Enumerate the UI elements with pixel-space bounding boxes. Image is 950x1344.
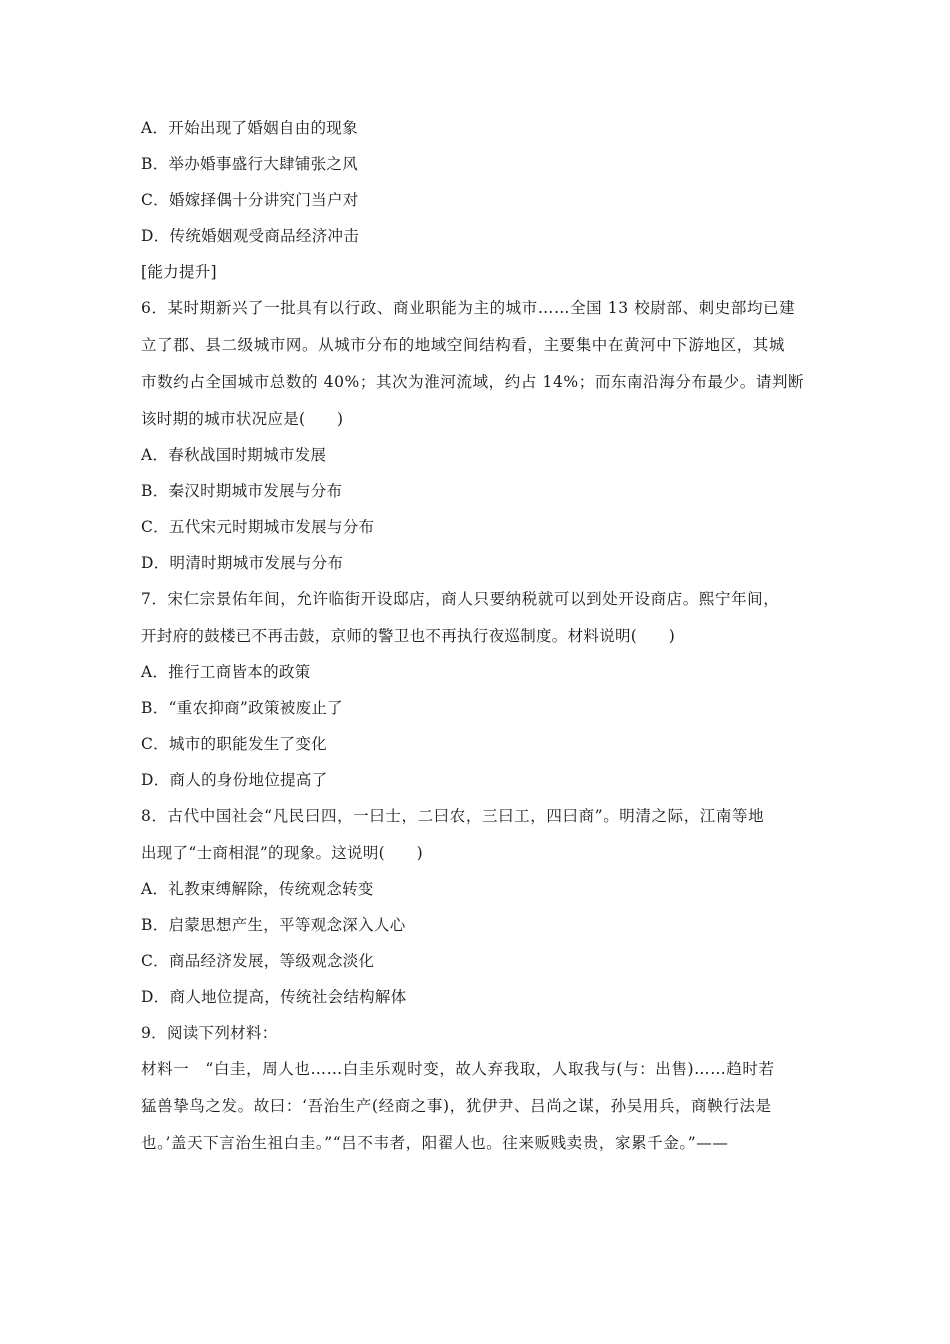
q9-material-line: 猛兽挚鸟之发。故曰：‘吾治生产(经商之事)，犹伊尹、吕尚之谋，孙吴用兵，商鞅行法是 [141,1097,772,1115]
q6-option-c: C．五代宋元时期城市发展与分布 [141,518,375,536]
q7-stem-line: 开封府的鼓楼已不再击鼓，京师的警卫也不再执行夜巡制度。材料说明( ) [141,627,676,645]
q5-option-d: D．传统婚姻观受商品经济冲击 [141,227,360,245]
question-8 [141,806,817,1007]
question-9 [141,1023,817,1153]
q6-stem-line: 6．某时期新兴了一批具有以行政、商业职能为主的城市……全国 13 校尉部、刺史部均已建 [141,299,796,317]
q7-option-b: B．“重农抑商”政策被废止了 [141,699,343,717]
q9-material-line: 材料一 “白圭，周人也……白圭乐观时变，故人弃我取，人取我与(与：出售)……趋时若 [141,1060,775,1078]
q5-option-c: C．婚嫁择偶十分讲究门当户对 [141,191,359,209]
q8-option-a: A．礼教束缚解除，传统观念转变 [141,880,374,898]
q6-option-a: A．春秋战国时期城市发展 [141,446,327,464]
q7-option-c: C．城市的职能发生了变化 [141,735,327,753]
document-page [141,118,817,1170]
q6-stem-line: 市数约占全国城市总数的 40%；其次为淮河流域，约占 14%；而东南沿海分布最少。请判断 [141,373,805,391]
section-heading: [能力提升] [141,263,217,281]
q7-option-d: D．商人的身份地位提高了 [141,771,328,789]
question-5-options [141,118,817,246]
q8-option-b: B．启蒙思想产生，平等观念深入人心 [141,916,406,934]
q8-stem-line: 出现了“士商相混”的现象。这说明( ) [141,844,423,862]
q6-option-d: D．明清时期城市发展与分布 [141,554,344,572]
q8-stem-line: 8．古代中国社会“凡民曰四，一曰士，二曰农，三曰工，四曰商”。明清之际，江南等地 [141,807,765,825]
q7-option-a: A．推行工商皆本的政策 [141,663,311,681]
q5-option-b: B．举办婚事盛行大肆铺张之风 [141,155,359,173]
q6-stem-line: 该时期的城市状况应是( ) [141,410,344,428]
q7-stem-line: 7．宋仁宗景佑年间，允许临街开设邸店，商人只要纳税就可以到处开设商店。熙宁年间， [141,590,780,608]
q9-stem: 9．阅读下列材料： [141,1024,278,1042]
q6-option-b: B．秦汉时期城市发展与分布 [141,482,343,500]
q5-option-a: A．开始出现了婚姻自由的现象 [141,119,358,137]
q6-stem-line: 立了郡、县二级城市网。从城市分布的地域空间结构看，主要集中在黄河中下游地区，其城 [141,336,786,354]
question-7 [141,589,817,790]
q8-option-d: D．商人地位提高，传统社会结构解体 [141,988,407,1006]
question-6 [141,298,817,573]
q9-material-line: 也。’盖天下言治生祖白圭。”“吕不韦者，阳翟人也。往来贩贱卖贵，家累千金。”—— [141,1134,729,1152]
q8-option-c: C．商品经济发展，等级观念淡化 [141,952,375,970]
